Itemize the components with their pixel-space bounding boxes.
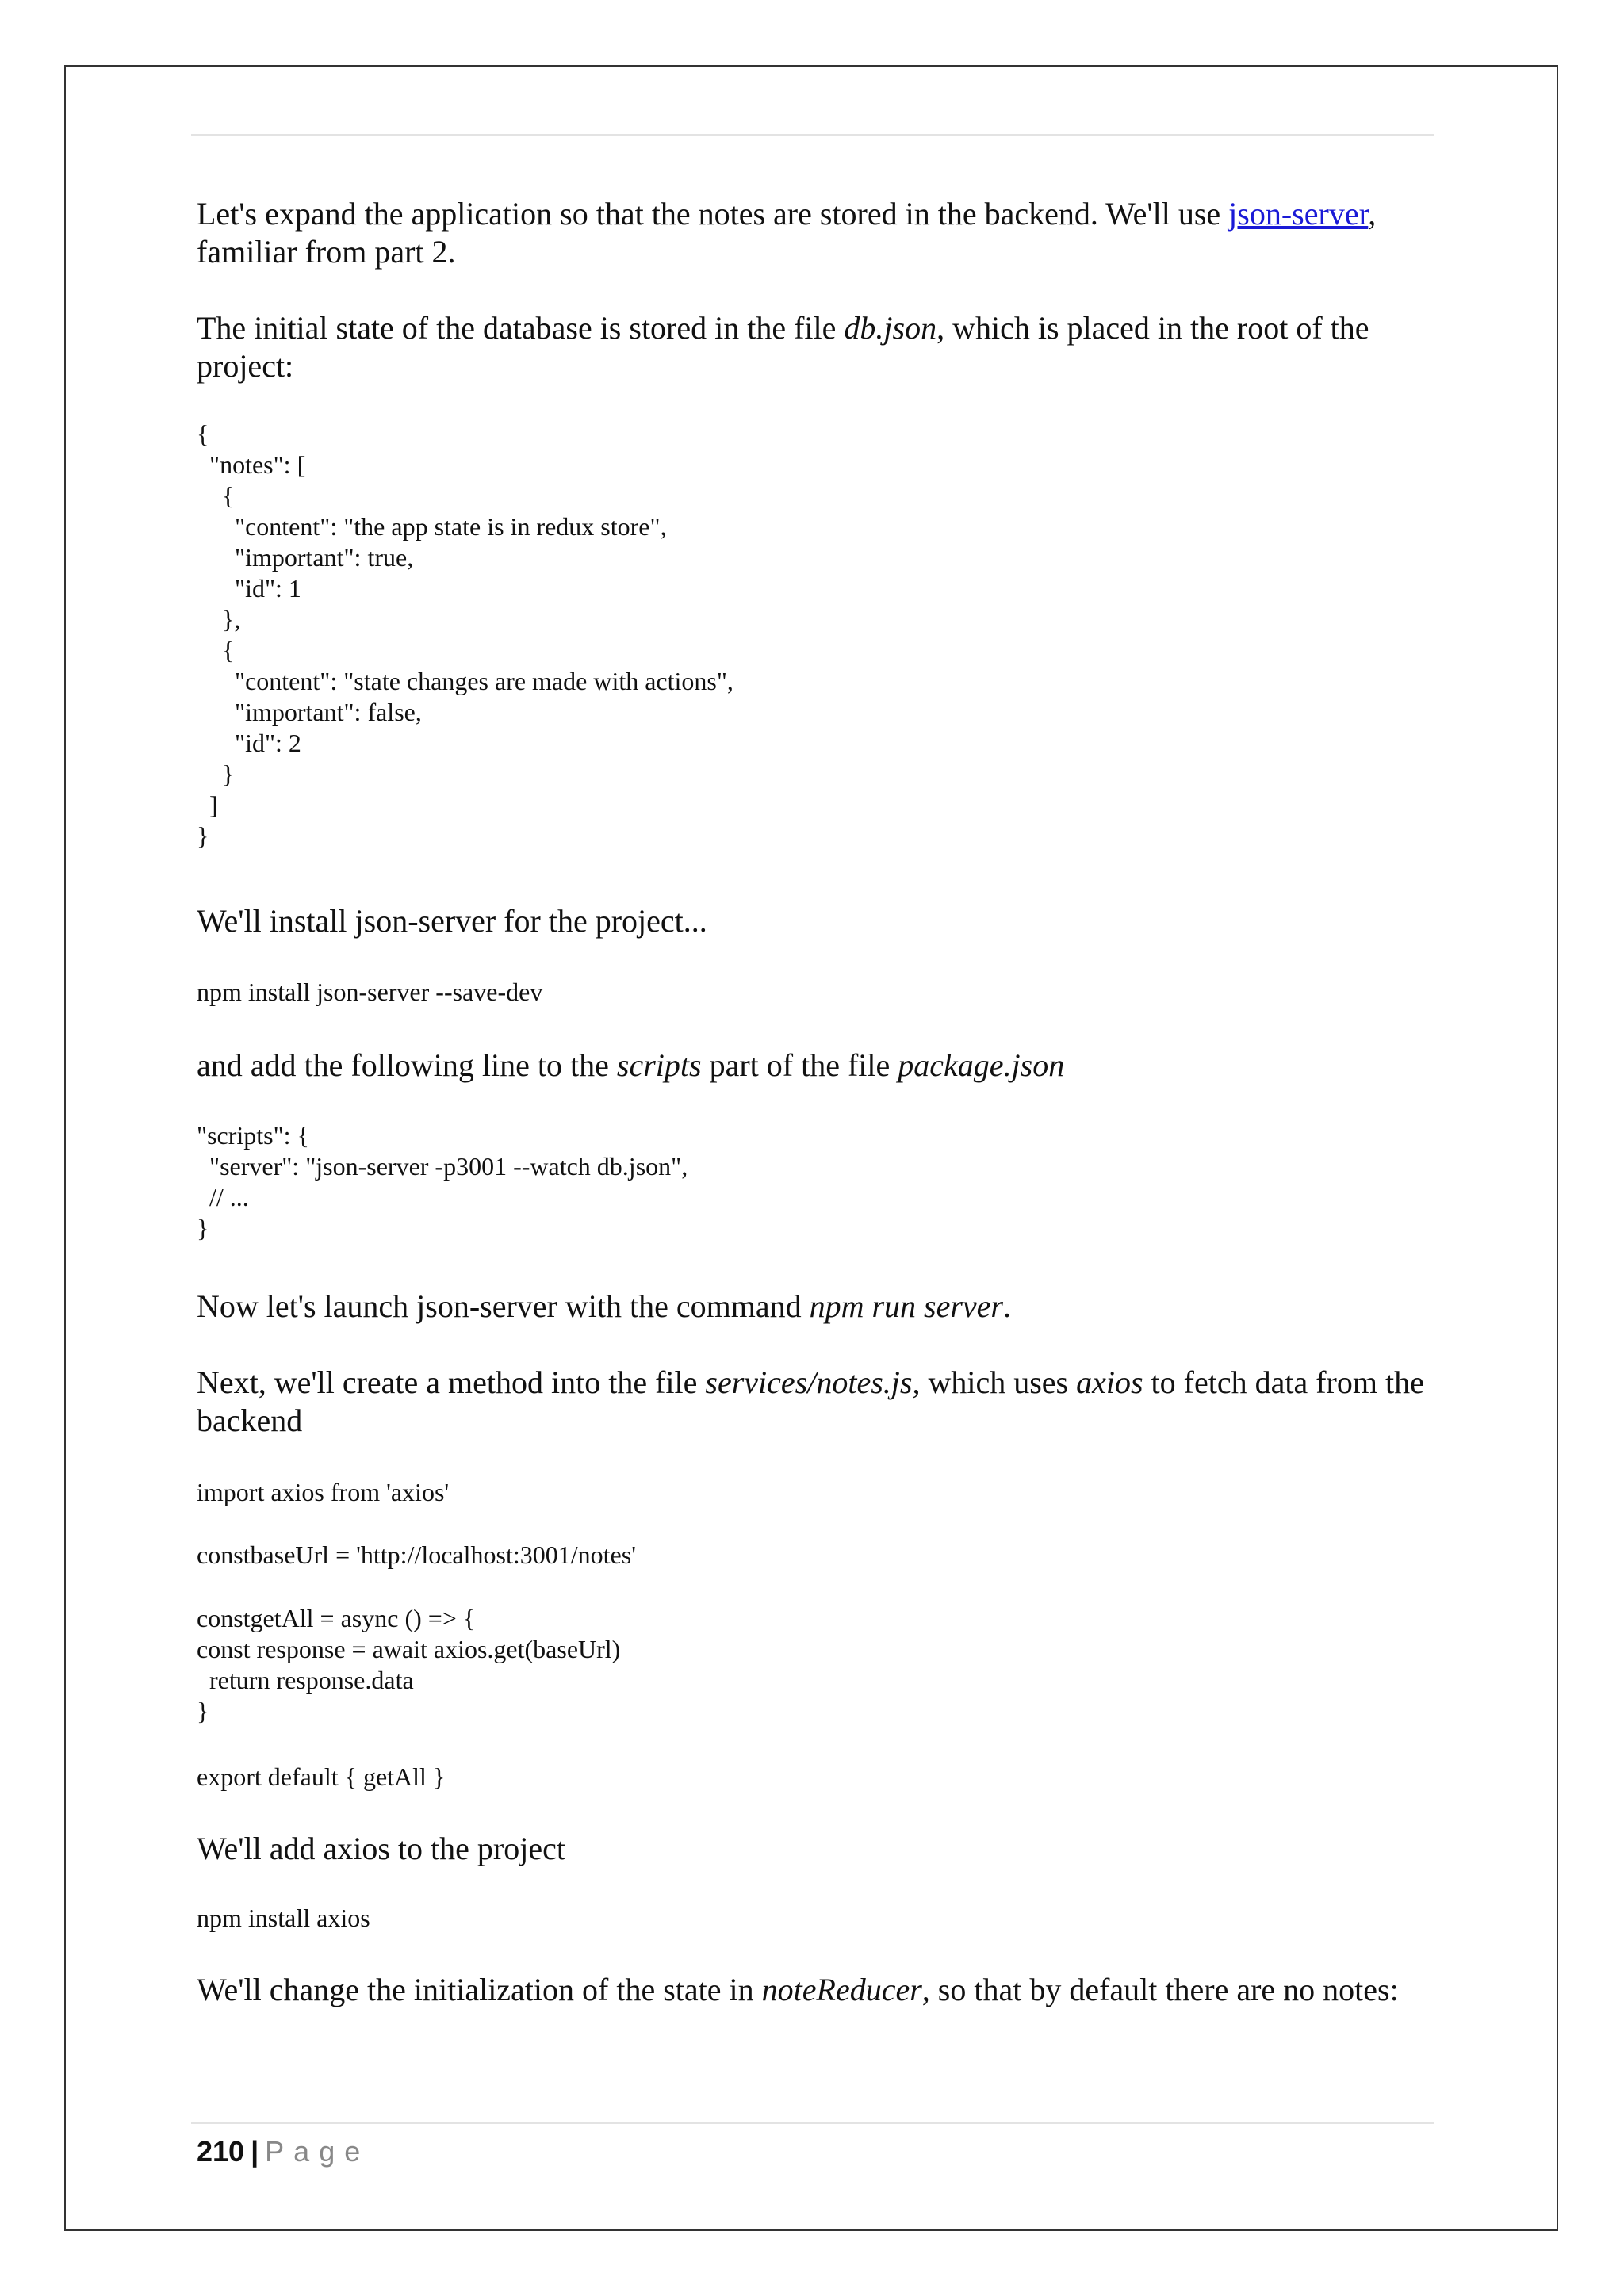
emphasis: scripts xyxy=(616,1047,702,1083)
text: , so that by default there are no notes: xyxy=(921,1972,1399,2007)
page-footer xyxy=(197,2133,370,2171)
text: part of the file xyxy=(701,1047,898,1083)
page-number: 210 xyxy=(197,2135,245,2168)
code-install-axios: npm install axios xyxy=(197,1904,370,1932)
paragraph-scripts xyxy=(197,1047,1434,1085)
code-export: export default { getAll } xyxy=(197,1762,446,1791)
json-server-link[interactable]: json-server xyxy=(1228,196,1369,232)
text: , familiar from part 2. xyxy=(197,196,1377,270)
text: Now let's launch json-server with the command xyxy=(197,1288,810,1324)
code-install-json-server: npm install json-server --save-dev xyxy=(197,978,543,1006)
paragraph-services xyxy=(197,1364,1434,1440)
text: to fetch data from the backend xyxy=(197,1364,1424,1438)
code-block-scripts: "scripts": { "server": "json-server -p3001 --watch db.json", // ... } xyxy=(197,1121,688,1242)
code-import-axios: import axios from 'axios' xyxy=(197,1478,450,1506)
code-block-db-json: { "notes": [ { "content": "the app state is in redux store", "important": true, "id": 1 }, { "content": "state changes are made with actions", "important": false, "id": 2 } ] } xyxy=(197,419,733,850)
footer-separator: | xyxy=(251,2135,259,2168)
filename: package.json xyxy=(898,1047,1065,1083)
paragraph-install-server: We'll install json-server for the project... xyxy=(197,903,707,939)
header-rule xyxy=(191,134,1434,136)
text: Let's expand the application so that the notes are stored in the backend. We'll use xyxy=(197,196,1229,232)
paragraph-launch xyxy=(197,1288,1434,1326)
footer-rule xyxy=(191,2122,1434,2124)
text: , which uses xyxy=(912,1364,1077,1400)
emphasis: axios xyxy=(1076,1364,1143,1400)
paragraph-intro xyxy=(197,195,1434,271)
page-label: Page xyxy=(265,2135,370,2168)
paragraph-note-reducer xyxy=(197,1971,1434,2009)
text: The initial state of the database is stored in the file xyxy=(197,310,845,346)
code-get-all: constgetAll = async () => { const response = await axios.get(baseUrl) return response.data } xyxy=(197,1604,621,1725)
paragraph-db-json xyxy=(197,309,1434,385)
code-base-url: constbaseUrl = 'http://localhost:3001/notes' xyxy=(197,1540,636,1569)
text: . xyxy=(1003,1288,1011,1324)
filename: db.json xyxy=(844,310,937,346)
filename: services/notes.js xyxy=(705,1364,913,1400)
text: and add the following line to the xyxy=(197,1047,617,1083)
text: We'll change the initialization of the state in xyxy=(197,1972,762,2007)
text: Next, we'll create a method into the file xyxy=(197,1364,706,1400)
command: npm run server xyxy=(809,1288,1003,1324)
paragraph-add-axios: We'll add axios to the project xyxy=(197,1831,565,1866)
text: , which is placed in the root of the project: xyxy=(197,310,1369,384)
emphasis: noteReducer xyxy=(761,1972,922,2007)
